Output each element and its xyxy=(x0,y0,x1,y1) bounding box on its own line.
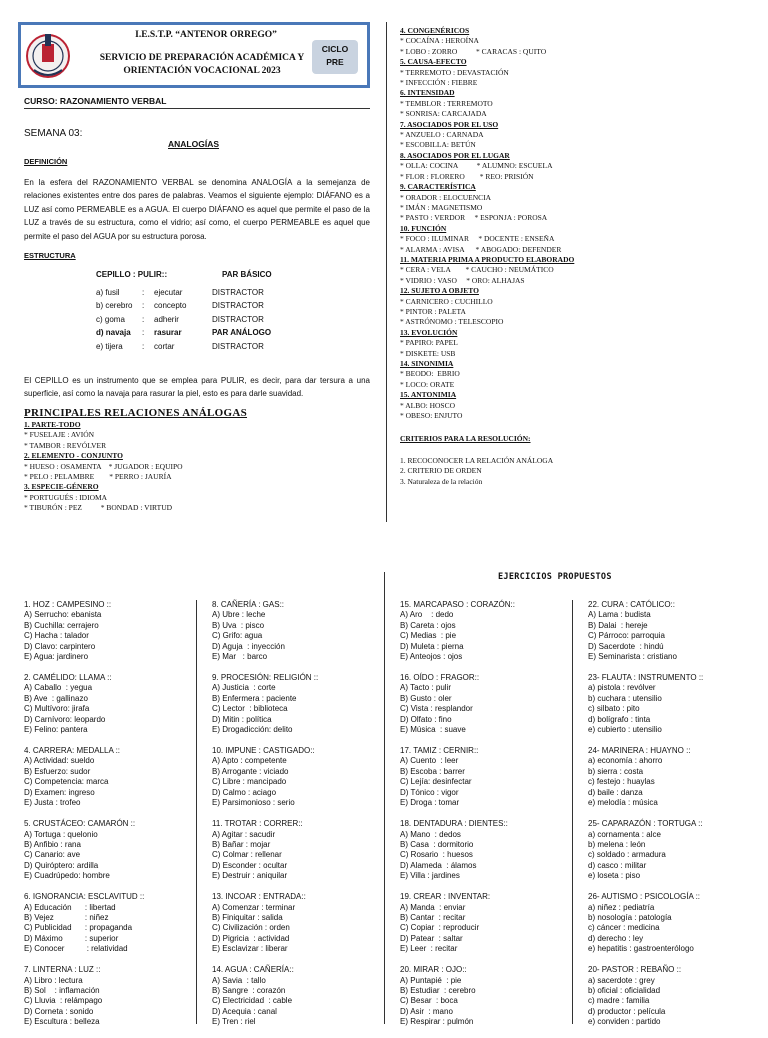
exercise-option: B) Escoba : barrer xyxy=(400,766,465,776)
exercise-option: A) Savia : tallo xyxy=(212,975,266,985)
exercise-option: C) Medias : pie xyxy=(400,631,457,641)
exercise-question: 20- PASTOR : REBAÑO :: xyxy=(588,965,682,975)
exercise-option: e) cubierto : utensilio xyxy=(588,725,662,735)
exercise-option: C) Multívoro: jirafa xyxy=(24,704,90,714)
exercise-question: 18. DENTADURA : DIENTES:: xyxy=(400,819,508,829)
exercise-option: a) niñez : pediatría xyxy=(588,902,655,912)
exercise-option: A) Puntapié : pie xyxy=(400,975,462,985)
relation-example: * ALBO: HOSCO xyxy=(400,400,456,410)
exercise-question: 1. HOZ : CAMPESINO :: xyxy=(24,600,112,609)
exercise-option: E) Música : suave xyxy=(400,725,466,735)
structure-role: DISTRACTOR xyxy=(212,288,264,297)
relation-example: * HUESO : OSAMENTA * JUGADOR : EQUIPO xyxy=(24,461,183,471)
exercise-item xyxy=(588,965,758,1027)
exercise-question: 25- CAPARAZÓN : TORTUGA :: xyxy=(588,819,703,829)
relation-example: * ORADOR : ELOCUENCIA xyxy=(400,192,492,202)
exercise-option: D) Examen: ingreso xyxy=(24,787,95,797)
principal-relations-heading: PRINCIPALES RELACIONES ANÁLOGAS xyxy=(24,407,248,419)
exercise-option: b) nosología : patología xyxy=(588,912,672,922)
relation-example: * ESCOBILLA: BETÚN xyxy=(400,140,476,150)
structure-colon: : xyxy=(142,301,145,311)
exercise-item xyxy=(400,600,570,662)
exercise-option: A) Lama : budista xyxy=(588,610,651,620)
exercise-option: e) loseta : piso xyxy=(588,871,641,881)
exercise-option: a) sacerdote : grey xyxy=(588,975,655,985)
structure-option: e) tijera xyxy=(96,341,123,351)
exercise-option: D) Carnívoro: leopardo xyxy=(24,714,106,724)
exercise-question: 16. OÍDO : FRAGOR:: xyxy=(400,673,480,683)
relation-example: * LOBO : ZORRO * CARACAS : QUITO xyxy=(400,46,547,56)
relation-example: * DISKETE: USB xyxy=(400,348,456,358)
column-divider xyxy=(196,600,197,1024)
exercise-column xyxy=(212,600,382,1038)
exercise-option: d) casco : militar xyxy=(588,860,647,870)
cepillo-explanation: El CEPILLO es un instrumento que se emplea para PULIR, es decir, para dar tersura a una superficie, así como la navaja para rasurar la piel, esto es para darle suavidad. xyxy=(24,376,370,399)
structure-role: DISTRACTOR xyxy=(212,301,264,311)
exercise-item xyxy=(212,746,382,808)
exercise-option: D) Aguja : inyección xyxy=(212,641,285,651)
relation-example: * IMÁN : MAGNETISMO xyxy=(400,202,483,212)
exercise-option: a) pistola : revólver xyxy=(588,683,656,693)
exercise-question: 2. CAMÉLIDO: LLAMA :: xyxy=(24,673,112,683)
exercise-option: c) soldado : armadura xyxy=(588,850,666,860)
structure-option-pair: ejecutar xyxy=(154,288,183,297)
criteria-heading: CRITERIOS PARA LA RESOLUCIÓN: xyxy=(400,434,531,443)
exercises-heading: EJERCICIOS PROPUESTOS xyxy=(498,572,612,582)
exercise-option: B) Uva : pisco xyxy=(212,620,265,630)
exercise-question: 9. PROCESIÓN: RELIGIÓN :: xyxy=(212,673,319,683)
exercise-option: A) Serrucho: ebanista xyxy=(24,610,102,620)
exercise-option: A) Caballo : yegua xyxy=(24,683,93,693)
exercise-option: C) Párroco: parroquia xyxy=(588,631,665,641)
exercise-item xyxy=(400,892,570,954)
relation-example: * PAPIRO: PAPEL xyxy=(400,338,458,348)
exercise-option: e) conviden : partido xyxy=(588,1017,661,1027)
exercise-option: B) Esfuerzo: sudor xyxy=(24,766,91,776)
exercise-option: B) Ave : gallinazo xyxy=(24,693,88,703)
relation-example: * TEMBLOR : TERREMOTO xyxy=(400,98,493,108)
exercise-option: D) Pigricia : actividad xyxy=(212,933,290,943)
exercise-option: C) Lluvia : relámpago xyxy=(24,996,103,1006)
structure-option: c) goma xyxy=(96,314,125,324)
exercise-option: D) Alameda : álamos xyxy=(400,860,477,870)
criteria-list xyxy=(400,456,553,487)
exercise-option: E) Anteojos : ojos xyxy=(400,652,463,662)
exercise-option: b) sierra : costa xyxy=(588,766,644,776)
exercise-option: C) Rosario : huesos xyxy=(400,850,473,860)
relation-category-title: 3. ESPECIE-GÉNERO xyxy=(24,482,99,492)
structure-colon: : xyxy=(142,288,145,297)
exercise-option: C) Hacha : talador xyxy=(24,631,89,641)
exercise-option: d) bolígrafo : tinta xyxy=(588,714,651,724)
criteria-item: 3. Naturaleza de la relación xyxy=(400,476,483,486)
left-relations-list xyxy=(24,420,370,514)
exercise-option: A) Tacto : pulir xyxy=(400,683,451,693)
service-line-2: ORIENTACIÓN VOCACIONAL 2023 xyxy=(123,66,281,76)
exercise-question: 15. MARCAPASO : CORAZÓN:: xyxy=(400,600,515,609)
exercise-option: C) Canario: ave xyxy=(24,850,81,860)
exercise-option: E) Justa : trofeo xyxy=(24,798,81,808)
exercise-option: E) Esclavizar : liberar xyxy=(212,944,288,954)
exercise-option: E) Conocer : relatividad xyxy=(24,944,128,954)
exercise-item xyxy=(24,600,194,662)
exercise-option: e) melodía : música xyxy=(588,798,658,808)
exercise-question: 24- MARINERA : HUAYNO :: xyxy=(588,746,691,756)
exercise-item xyxy=(212,819,382,881)
exercise-option: C) Grifo: agua xyxy=(212,631,263,641)
exercise-option: D) Olfato : fino xyxy=(400,714,452,724)
exercise-column xyxy=(24,600,194,1038)
institution-name: I.E.S.T.P. “ANTENOR ORREGO” xyxy=(135,30,277,40)
exercise-option: A) Actividad: sueldo xyxy=(24,756,95,766)
exercise-question: 8. CAÑERÍA : GAS:: xyxy=(212,600,285,609)
exercise-option: B) Arrogante : viciado xyxy=(212,766,289,776)
relation-example: * FUSELAJE : AVIÓN xyxy=(24,430,95,440)
ciclo-badge xyxy=(312,40,358,74)
relation-example: * SONRISA: CARCAJADA xyxy=(400,109,487,119)
exercise-option: D) Asir : mano xyxy=(400,1006,453,1016)
relation-example: * TERREMOTO : DEVASTACIÓN xyxy=(400,67,509,77)
structure-role: DISTRACTOR xyxy=(212,314,264,324)
relation-category-title: 11. MATERIA PRIMA A PRODUCTO ELABORADO xyxy=(400,254,575,264)
exercise-option: B) Gusto : oler xyxy=(400,693,452,703)
service-title xyxy=(84,52,320,78)
exercise-option: D) Quiróptero: ardilla xyxy=(24,860,99,870)
relation-example: * PASTO : VERDOR * ESPONJA : POROSA xyxy=(400,213,548,223)
exercise-option: D) Patear : saltar xyxy=(400,933,463,943)
exercise-option: E) Seminarista : cristiano xyxy=(588,652,677,662)
definition-heading: DEFINICIÓN xyxy=(24,157,68,166)
exercise-item xyxy=(588,673,758,735)
relation-example: * INFECCIÓN : FIEBRE xyxy=(400,78,478,88)
relation-category-title: 2. ELEMENTO - CONJUNTO xyxy=(24,451,123,461)
exercise-option: C) Lector : biblioteca xyxy=(212,704,288,714)
exercise-option: A) Comenzar : terminar xyxy=(212,902,296,912)
definition-text: En la esfera del RAZONAMIENTO VERBAL se denomina ANALOGÍA a la semejanza de relaciones existentes entre dos pares de palabras. Veamos el siguiente ejemplo: DIÁFANO es a LUZ así como PERMEABLE es a AGUA. El cuerpo DIÁFANO es aquel que permite el paso de la LUZ a través de su estructura, como el vidrio; así como, el cuerpo PERMEABLE es aquel que permite el paso del AGUA por su estructura porosa. xyxy=(24,178,370,241)
relation-example: * PORTUGUÉS : IDIOMA xyxy=(24,492,108,502)
exercise-option: E) Tren : riel xyxy=(212,1017,256,1027)
exercise-item xyxy=(400,746,570,808)
exercise-item xyxy=(24,673,194,735)
exercise-option: E) Parsimonioso : serio xyxy=(212,798,295,808)
structure-option-pair: cortar xyxy=(154,341,175,351)
exercise-option: C) Publicidad : propaganda xyxy=(24,923,133,933)
right-relations-list xyxy=(400,26,700,421)
exercise-option: C) Copiar : reproducir xyxy=(400,923,480,933)
exercise-option: c) madre : familia xyxy=(588,996,650,1006)
relation-category-title: 15. ANTONIMIA xyxy=(400,390,457,400)
relation-example: * TIBURÓN : PEZ * BONDAD : VIRTUD xyxy=(24,503,173,513)
exercise-question: 19. CREAR : INVENTAR: xyxy=(400,892,491,902)
relation-category-title: 5. CAUSA-EFECTO xyxy=(400,57,467,67)
structure-option-pair: adherir xyxy=(154,314,179,324)
exercise-option: A) Apto : competente xyxy=(212,756,287,766)
exercise-option: C) Lejía: desinfectar xyxy=(400,777,472,787)
week-label: SEMANA 03: xyxy=(24,128,83,139)
relation-example: * OBESO: ENJUTO xyxy=(400,411,463,421)
relation-category-title: 8. ASOCIADOS POR EL LUGAR xyxy=(400,150,510,160)
exercise-option: A) Mano : dedos xyxy=(400,829,461,839)
exercise-option: B) Cuchilla: cerrajero xyxy=(24,620,99,630)
exercise-option: B) Casa : dormitorio xyxy=(400,839,474,849)
exercise-option: D) Esconder : ocultar xyxy=(212,860,288,870)
structure-role: DISTRACTOR xyxy=(212,341,264,351)
structure-colon: : xyxy=(142,328,145,338)
exercise-option: D) Calmo : aciago xyxy=(212,787,277,797)
structure-option: a) fusil xyxy=(96,288,120,297)
relation-category-title: 14. SINONIMIA xyxy=(400,359,454,368)
exercise-option: E) Villa : jardines xyxy=(400,871,460,881)
structure-heading: ESTRUCTURA xyxy=(24,251,76,260)
exercise-item xyxy=(212,673,382,735)
relation-example: * FOCO : ILUMINAR * DOCENTE : ENSEÑA xyxy=(400,234,555,244)
exercise-option: A) Cuento : leer xyxy=(400,756,459,766)
exercise-option: E) Droga : tomar xyxy=(400,798,460,808)
structure-option-pair: concepto xyxy=(154,301,187,311)
exercise-option: C) Besar : boca xyxy=(400,996,458,1006)
exercise-item xyxy=(212,965,382,1027)
exercise-option: b) cuchara : utensilio xyxy=(588,693,662,703)
exercise-option: C) Vista : resplandor xyxy=(400,704,473,714)
relation-example: * BEODO: EBRIO xyxy=(400,369,460,379)
exercise-option: D) Tónico : vigor xyxy=(400,787,459,797)
exercise-option: c) cáncer : medicina xyxy=(588,923,660,933)
exercise-item xyxy=(588,600,758,662)
relation-example: * TAMBOR : REVÓLVER xyxy=(24,440,107,450)
exercise-option: D) Muleta : pierna xyxy=(400,641,464,651)
column-divider xyxy=(572,600,573,1024)
relation-category-title: 4. CONGENÉRICOS xyxy=(400,26,470,35)
exercise-option: d) baile : danza xyxy=(588,787,643,797)
exercise-option: E) Escultura : belleza xyxy=(24,1017,100,1027)
exercise-item xyxy=(400,673,570,735)
exercise-option: A) Ubre : leche xyxy=(212,610,266,620)
exercise-question: 20. MIRAR : OJO:: xyxy=(400,965,467,975)
relation-example: * PINTOR : PALETA xyxy=(400,306,466,316)
criteria-item: 1. RECOCONOCER LA RELACIÓN ANÁLOGA xyxy=(400,456,554,465)
relation-example: * PELO : PELAMBRE * PERRO : JAURÍA xyxy=(24,472,172,482)
exercise-option: E) Leer : recitar xyxy=(400,944,458,954)
exercise-item xyxy=(24,819,194,881)
exercise-item xyxy=(400,819,570,881)
structure-option: d) navaja xyxy=(96,328,131,338)
exercise-question: 5. CRUSTÁCEO: CAMARÓN :: xyxy=(24,819,136,829)
exercise-item xyxy=(588,819,758,881)
relation-example: * CARNICERO : CUCHILLO xyxy=(400,296,493,306)
exercise-option: B) Estudiar : cerebro xyxy=(400,985,476,995)
exercise-option: c) festejo : huaylas xyxy=(588,777,655,787)
exercise-option: D) Corneta : sonido xyxy=(24,1006,94,1016)
exercise-column xyxy=(400,600,570,1038)
exercise-option: D) Clavo: carpintero xyxy=(24,641,96,651)
exercise-option: A) Justicia : corte xyxy=(212,683,276,693)
exercise-option: D) Mitin : política xyxy=(212,714,272,724)
divider xyxy=(24,108,370,109)
relation-example: * ASTRÓNOMO : TELESCOPIO xyxy=(400,317,504,327)
exercise-question: 13. INCOAR : ENTRADA:: xyxy=(212,892,306,902)
structure-colon: : xyxy=(142,341,145,351)
exercise-question: 11. TROTAR : CORRER:: xyxy=(212,819,303,829)
exercise-option: E) Mar : barco xyxy=(212,652,268,662)
exercise-item xyxy=(212,600,382,662)
exercise-option: B) Enfermera : paciente xyxy=(212,693,297,703)
structure-option: b) cerebro xyxy=(96,301,133,311)
exercise-option: d) derecho : ley xyxy=(588,933,644,943)
structure-role: PAR ANÁLOGO xyxy=(212,328,272,338)
exercise-option: B) Sol : inflamación xyxy=(24,985,100,995)
exercise-option: C) Competencia: marca xyxy=(24,777,109,787)
exercise-option: C) Electricidad : cable xyxy=(212,996,293,1006)
relation-category-title: 6. INTENSIDAD xyxy=(400,88,455,98)
exercise-option: D) Máximo : superior xyxy=(24,933,119,943)
exercise-option: d) productor : película xyxy=(588,1006,666,1016)
exercise-option: C) Colmar : rellenar xyxy=(212,850,282,860)
exercise-option: E) Felino: pantera xyxy=(24,725,88,735)
exercise-item xyxy=(588,892,758,954)
exercise-question: 17. TAMIZ : CERNIR:: xyxy=(400,746,479,756)
exercise-option: A) Libro : lectura xyxy=(24,975,83,985)
column-divider xyxy=(386,22,387,522)
structure-head-right: PAR BÁSICO xyxy=(222,270,272,279)
exercise-option: C) Libre : mancipado xyxy=(212,777,287,787)
exercise-option: B) Careta : ojos xyxy=(400,620,456,630)
exercise-option: E) Drogadicción: delito xyxy=(212,725,293,735)
structure-option-pair: rasurar xyxy=(154,328,182,338)
exercise-option: A) Aro : dedo xyxy=(400,610,454,620)
relation-example: * COCAÍNA : HEROÍNA xyxy=(400,36,479,46)
exercise-item xyxy=(588,746,758,808)
exercise-option: A) Tortuga : quelonio xyxy=(24,829,98,839)
exercise-option: A) Educación : libertad xyxy=(24,902,116,912)
exercise-option: D) Acequia : canal xyxy=(212,1006,277,1016)
relation-category-title: 12. SUJETO A OBJETO xyxy=(400,286,479,296)
page-title: ANALOGÍAS xyxy=(168,139,219,149)
exercise-option: B) Cantar : recitar xyxy=(400,912,466,922)
exercise-option: A) Agitar : sacudir xyxy=(212,829,276,839)
ciclo-line-1: CICLO xyxy=(321,44,349,54)
exercise-option: E) Agua: jardinero xyxy=(24,652,89,662)
relation-example: * VIDRIO : VASO * ORO: ALHAJAS xyxy=(400,275,525,285)
exercise-item xyxy=(212,892,382,954)
exercise-question: 26- AUTISMO : PSICOLOGÍA :: xyxy=(588,892,701,902)
exercise-option: a) economía : ahorro xyxy=(588,756,663,766)
exercise-option: a) cornamenta : alce xyxy=(588,829,661,839)
relation-example: * OLLA: COCINA * ALUMNO: ESCUELA xyxy=(400,161,553,171)
exercise-option: E) Destruir : aniquilar xyxy=(212,871,288,881)
structure-head-left: CEPILLO : PULIR:: xyxy=(96,270,168,279)
relation-category-title: 13. EVOLUCIÓN xyxy=(400,327,458,337)
structure-colon: : xyxy=(142,314,145,324)
exercise-option: A) Manda : enviar xyxy=(400,902,466,912)
exercise-option: b) melena : león xyxy=(588,839,646,849)
exercise-column xyxy=(588,600,758,1038)
exercise-option: B) Vejez : niñez xyxy=(24,912,109,922)
ciclo-line-2: PRE xyxy=(326,57,344,67)
exercise-question: 14. AGUA : CAÑERÍA:: xyxy=(212,965,294,975)
exercise-item xyxy=(400,965,570,1027)
course-label: CURSO: RAZONAMIENTO VERBAL xyxy=(24,96,167,106)
relation-category-title: 9. CARACTERÍSTICA xyxy=(400,182,476,192)
relation-example: * LOCO: ORATE xyxy=(400,379,455,389)
exercise-option: c) silbato : pito xyxy=(588,704,640,714)
exercise-question: 10. IMPUNE : CASTIGADO:: xyxy=(212,746,315,756)
exercise-option: B) Sangre : corazón xyxy=(212,985,286,995)
exercise-question: 23- FLAUTA : INSTRUMENTO :: xyxy=(588,673,704,683)
exercise-option: e) hepatitis : gastroenterólogo xyxy=(588,944,694,954)
exercise-question: 6. IGNORANCIA: ESCLAVITUD :: xyxy=(24,892,145,902)
exercise-option: b) oficial : oficialidad xyxy=(588,985,661,995)
exercise-item xyxy=(24,892,194,954)
exercise-question: 7. LINTERNA : LUZ :: xyxy=(24,965,101,975)
column-divider xyxy=(384,572,385,1024)
exercise-question: 22. CURA : CATÓLICO:: xyxy=(588,600,675,609)
exercise-option: D) Sacerdote : hindú xyxy=(588,641,664,651)
exercise-question: 4. CARRERA: MEDALLA :: xyxy=(24,746,121,756)
exercise-item xyxy=(24,746,194,808)
exercise-option: B) Dalai : hereje xyxy=(588,620,648,630)
relation-example: * FLOR : FLORERO * REO: PRISIÓN xyxy=(400,171,534,181)
relation-category-title: 10. FUNCIÓN xyxy=(400,223,447,233)
relation-category-title: 7. ASOCIADOS POR EL USO xyxy=(400,119,499,129)
exercise-option: E) Respirar : pulmón xyxy=(400,1017,474,1027)
exercise-option: B) Anfibio : rana xyxy=(24,839,81,849)
relation-example: * ANZUELO : CARNADA xyxy=(400,130,484,140)
exercise-option: B) Finiquitar : salida xyxy=(212,912,283,922)
exercise-item xyxy=(24,965,194,1027)
relation-category-title: 1. PARTE-TODO xyxy=(24,420,81,429)
exercise-option: E) Cuadrúpedo: hombre xyxy=(24,871,110,881)
relation-example: * ALARMA : AVISA * ABOGADO: DEFENDER xyxy=(400,244,562,254)
exercise-option: B) Bañar : mojar xyxy=(212,839,271,849)
criteria-item: 2. CRITERIO DE ORDEN xyxy=(400,466,482,476)
service-line-1: SERVICIO DE PREPARACIÓN ACADÉMICA Y xyxy=(99,53,305,63)
relation-example: * CERA : VELA * CAUCHO : NEUMÁTICO xyxy=(400,265,554,275)
institution-logo-icon xyxy=(24,26,72,84)
exercise-option: C) Civilización : orden xyxy=(212,923,290,933)
